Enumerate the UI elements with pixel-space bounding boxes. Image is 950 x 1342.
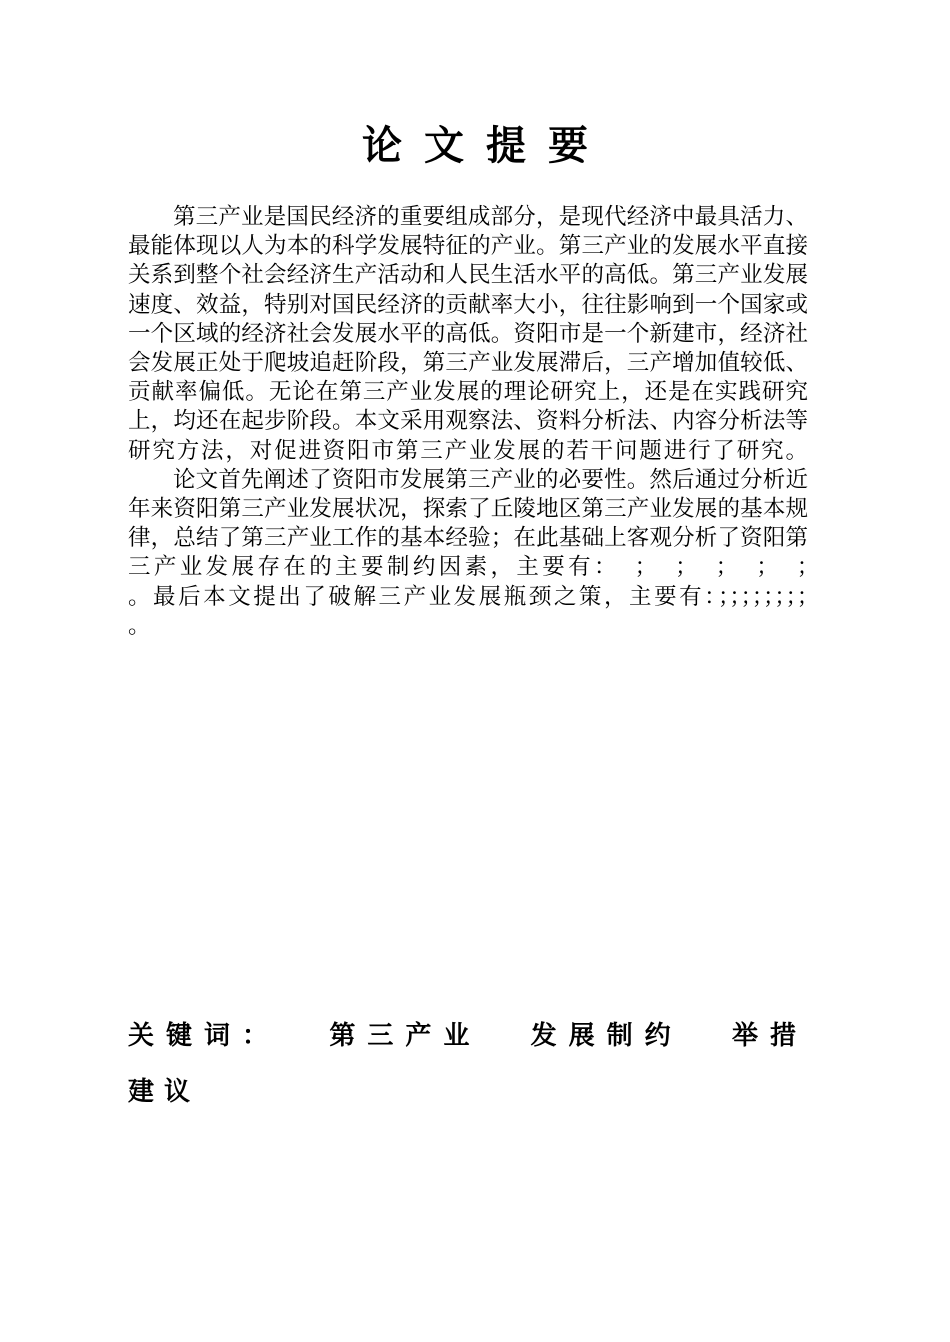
keywords-line — [128, 1008, 808, 1064]
keyword-3: 举措 — [731, 1021, 808, 1051]
keywords-section — [128, 1008, 808, 1120]
abstract-paragraph-2: 论文首先阐述了资阳市发展第三产业的必要性。然后通过分析近年来资阳第三产业发展状况，探索了丘陵地区第三产业发展的基本规律，总结了第三产业工作的基本经验；在此基础上客观分析了资阳第三产业发展存在的主要制约因素，主要有： ； ； ； ； ； 。最后本文提出了破解三产业发展瓶颈之策，主要有：；；；；；；；； 。 — [128, 466, 899, 639]
keyword-2: 发展制约 — [530, 1021, 683, 1051]
abstract-paragraph-1: 第三产业是国民经济的重要组成部分，是现代经济中最具活力、最能体现以人为本的科学发展特征的产业。第三产业的发展水平直接关系到整个社会经济生产活动和人民生活水平的高低。第三产业发展速度、效益，特别对国民经济的贡献率大小，往往影响到一个国家或一个区域的经济社会发展水平的高低。资阳市是一个新建市，经济社会发展正处于爬坡追赶阶段，第三产业发展滞后，三产增加值较低、贡献率偏低。无论在第三产业发展的理论研究上，还是在实践研究上，均还在起步阶段。本文采用观察法、资料分析法、内容分析法等研究方法，对促进资阳市第三产业发展的若干问题进行了研究。 — [128, 204, 808, 464]
page-title: 论文提要 — [362, 122, 610, 169]
abstract-body — [128, 203, 899, 641]
keywords-label: 关键词： — [128, 1021, 281, 1051]
keyword-1: 第三产业 — [329, 1021, 482, 1051]
keyword-3-continued: 建议 — [128, 1077, 201, 1107]
